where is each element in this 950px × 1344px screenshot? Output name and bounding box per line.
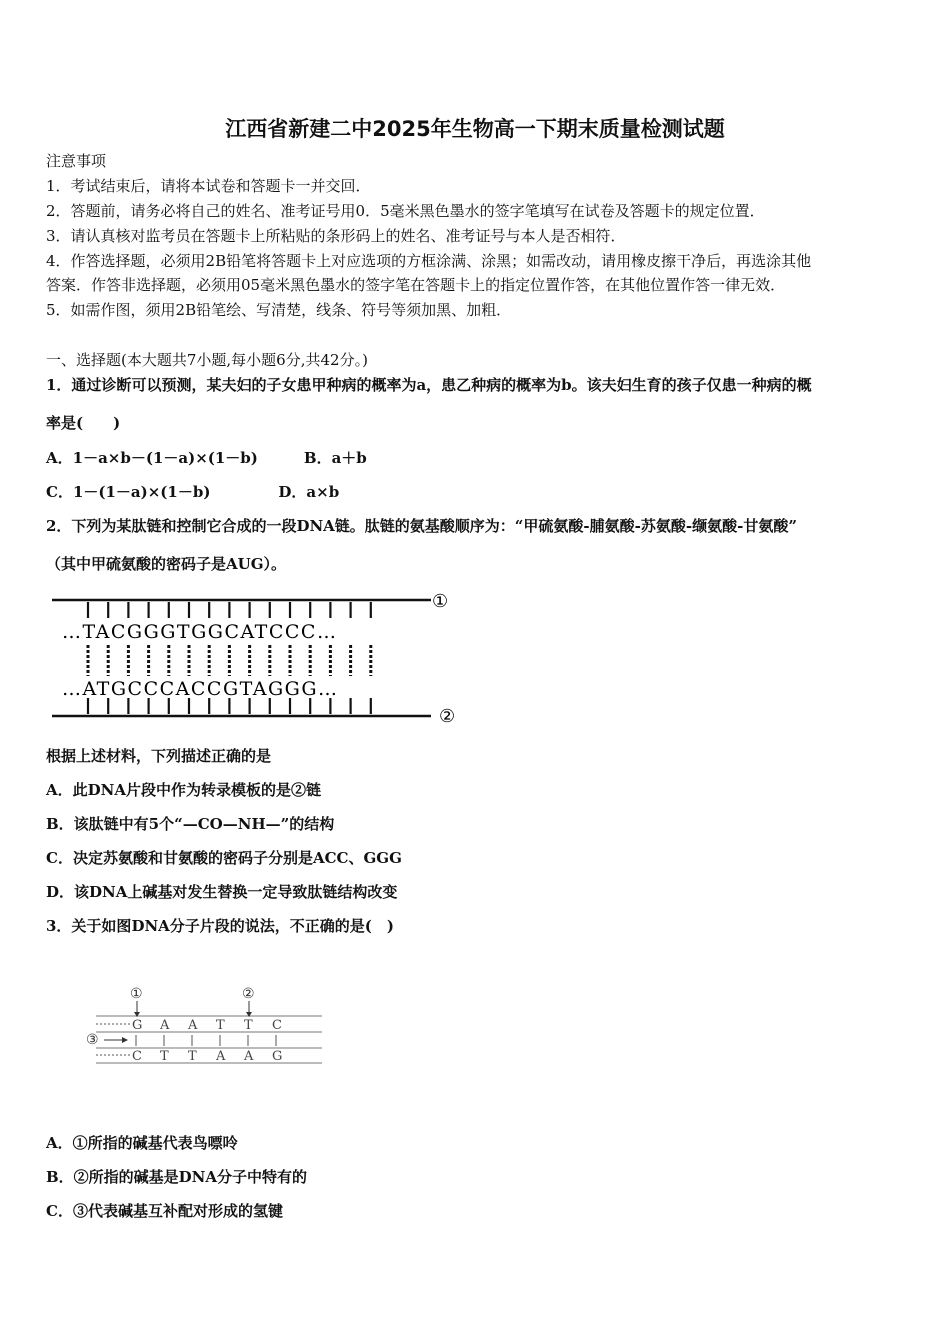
option-a[interactable]: A．①所指的碱基代表鸟嘌呤 (46, 1134, 238, 1152)
dna-fragment-figure (82, 982, 332, 1072)
label-1: ① (130, 986, 143, 1002)
notice-item: 答案．作答非选择题，必须用05毫米黑色墨水的签字笔在答题卡上的指定位置作答，在其他位置作答一律无效． (46, 276, 786, 294)
top-base: G (132, 1018, 143, 1033)
notice-item: 3．请认真核对监考员在答题卡上所粘贴的条形码上的姓名、准考证号与本人是否相符． (46, 227, 626, 245)
question-1-options-row2 (46, 483, 339, 501)
bottom-base: C (132, 1049, 142, 1064)
option-b[interactable]: B．a＋b (303, 449, 367, 467)
question-2-stem: 2．下列为某肽链和控制它合成的一段DNA链。肽链的氨基酸顺序为：“甲硫氨酸-脯氨酸-苏氨酸-缬氨酸-甘氨酸” (46, 517, 797, 535)
top-base: T (244, 1018, 253, 1033)
strand-2-ticks (88, 698, 371, 714)
notice-item: 1．考试结束后，请将本试卷和答题卡一并交回． (46, 177, 371, 195)
question-1-stem-cont: 率是( ) (46, 414, 121, 432)
top-base: C (272, 1018, 282, 1033)
base-pair-bonds (88, 645, 371, 676)
top-base: A (160, 1018, 170, 1033)
top-base: A (188, 1018, 198, 1033)
page-title: 江西省新建二中2025年生物高一下期末质量检测试题 (225, 117, 725, 141)
option-d[interactable]: D．该DNA上碱基对发生替换一定导致肽链结构改变 (46, 883, 398, 901)
notice-item: 5．如需作图，须用2B铅笔绘、写清楚，线条、符号等须加黑、加粗． (46, 301, 512, 319)
question-1-stem: 1．通过诊断可以预测，某夫妇的子女患甲种病的概率为a，患乙种病的概率为b。该夫妇生育的孩子仅患一种病的概 (46, 376, 812, 394)
option-a[interactable]: A．此DNA片段中作为转录模板的是②链 (46, 781, 321, 799)
section-heading: 一、选择题(本大题共7小题,每小题6分,共42分。) (46, 351, 368, 369)
base-letters (132, 1018, 282, 1064)
option-c[interactable]: C．③代表碱基互补配对形成的氢键 (46, 1202, 283, 1220)
strand-2-sequence: …ATGCCCACCGTAGGG… (62, 678, 339, 700)
notice-item: 2．答题前，请务必将自己的姓名、准考证号用0．5毫米黑色墨水的签字笔填写在试卷及答题卡的规定位置． (46, 202, 765, 220)
question-2-stem-cont: （其中甲硫氨酸的密码子是AUG）。 (46, 555, 287, 573)
question-3-stem: 3．关于如图DNA分子片段的说法，不正确的是( ) (46, 917, 394, 935)
option-b[interactable]: B．②所指的碱基是DNA分子中特有的 (46, 1168, 308, 1186)
label-2: ② (242, 986, 255, 1002)
top-base: T (216, 1018, 225, 1033)
bottom-base: A (216, 1049, 226, 1064)
strand-1-sequence: …TACGGGTGGCATCCC… (62, 621, 338, 643)
bottom-base: T (160, 1049, 169, 1064)
option-c[interactable]: C．决定苏氨酸和甘氨酸的密码子分别是ACC、GGG (46, 849, 402, 867)
option-b[interactable]: B．该肽链中有5个“—CO—NH—”的结构 (46, 815, 335, 833)
question-2-prompt: 根据上述材料，下列描述正确的是 (46, 747, 272, 765)
strand-2-label: ② (439, 706, 456, 727)
notice-item: 4．作答选择题，必须用2B铅笔将答题卡上对应选项的方框涂满、涂黑；如需改动，请用橡皮擦干净后，再选涂其他 (46, 252, 812, 270)
option-d[interactable]: D．a×b (278, 483, 340, 501)
question-1-options-row1 (46, 449, 367, 467)
bottom-base: A (244, 1049, 254, 1064)
strand-1-label: ① (432, 591, 449, 612)
bottom-base: G (272, 1049, 283, 1064)
bottom-base: T (188, 1049, 197, 1064)
notice-heading: 注意事项 (46, 152, 107, 170)
arrow-3-head (122, 1037, 128, 1043)
hydrogen-bonds (136, 1035, 276, 1046)
label-3: ③ (86, 1032, 99, 1048)
strand-1-ticks (88, 602, 371, 618)
option-a[interactable]: A．1－a×b－(1－a)×(1－b) (46, 449, 258, 467)
option-c[interactable]: C．1－(1－a)×(1－b) (46, 483, 211, 501)
dna-strand-figure (46, 588, 466, 728)
